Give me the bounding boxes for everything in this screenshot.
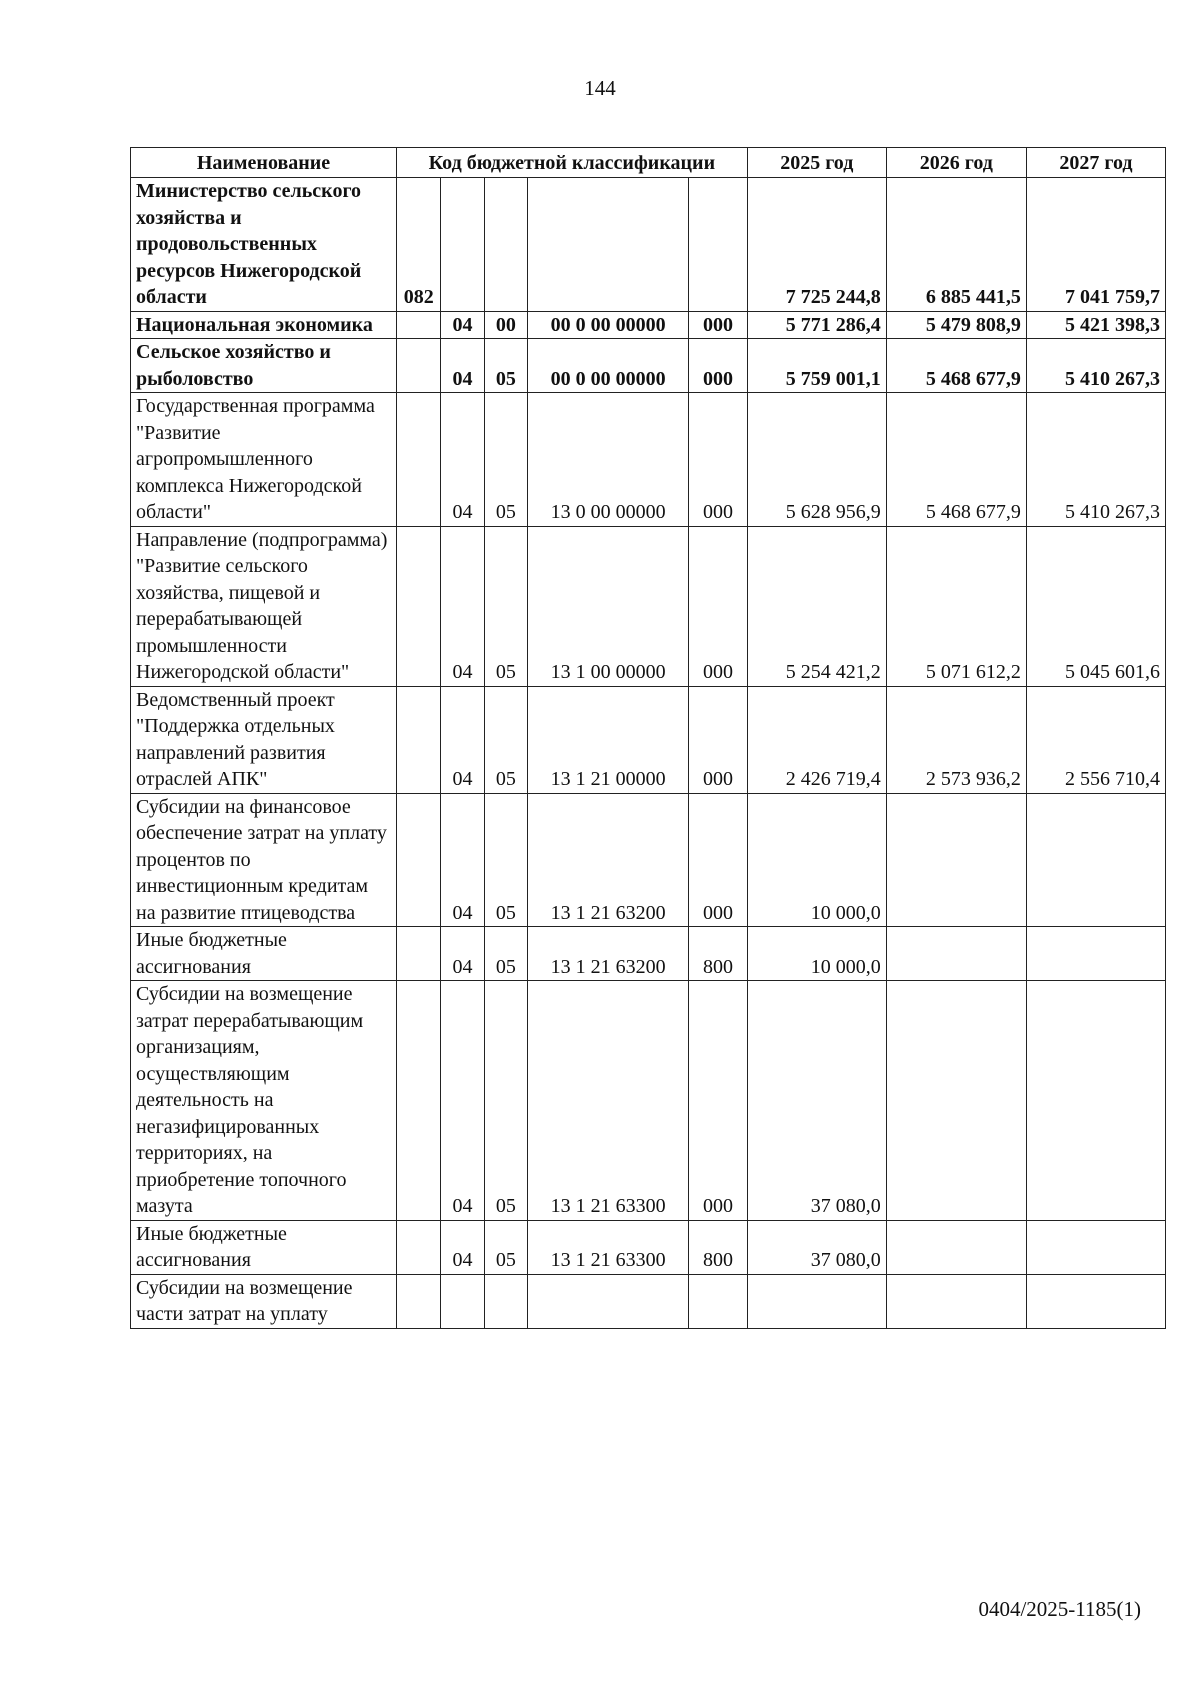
row-rz xyxy=(441,1274,484,1328)
table-row xyxy=(131,981,1166,1221)
row-name: Национальная экономика xyxy=(131,311,397,339)
row-2026: 5 468 677,9 xyxy=(886,393,1026,527)
row-pr: 05 xyxy=(484,339,527,393)
row-ved xyxy=(397,339,441,393)
row-pr: 05 xyxy=(484,981,527,1221)
header-2025: 2025 год xyxy=(747,148,886,178)
row-2026: 2 573 936,2 xyxy=(886,686,1026,793)
row-csr: 13 1 21 00000 xyxy=(528,686,689,793)
row-csr: 00 0 00 00000 xyxy=(528,311,689,339)
row-2025: 5 759 001,1 xyxy=(747,339,886,393)
row-vr: 000 xyxy=(689,526,747,686)
row-vr xyxy=(689,178,747,312)
row-pr xyxy=(484,178,527,312)
row-2025: 7 725 244,8 xyxy=(747,178,886,312)
row-name: Сельское хозяйство и рыболовство xyxy=(131,339,397,393)
row-2025: 10 000,0 xyxy=(747,793,886,927)
header-code: Код бюджетной классификации xyxy=(397,148,748,178)
row-csr: 13 1 21 63300 xyxy=(528,1220,689,1274)
row-pr xyxy=(484,1274,527,1328)
row-name: Направление (подпрограмма) "Развитие сельского хозяйства, пищевой и перерабатывающей промышленности Нижегородской области" xyxy=(131,526,397,686)
row-2026 xyxy=(886,1220,1026,1274)
row-2026: 5 071 612,2 xyxy=(886,526,1026,686)
row-csr: 13 1 21 63200 xyxy=(528,793,689,927)
table-row xyxy=(131,339,1166,393)
row-vr: 000 xyxy=(689,793,747,927)
row-csr xyxy=(528,1274,689,1328)
row-ved xyxy=(397,311,441,339)
row-vr: 000 xyxy=(689,981,747,1221)
row-rz: 04 xyxy=(441,981,484,1221)
row-2027: 5 410 267,3 xyxy=(1026,339,1165,393)
header-2027: 2027 год xyxy=(1026,148,1165,178)
row-rz xyxy=(441,178,484,312)
row-pr: 05 xyxy=(484,393,527,527)
row-ved: 082 xyxy=(397,178,441,312)
table-row xyxy=(131,927,1166,981)
row-rz: 04 xyxy=(441,526,484,686)
row-2027 xyxy=(1026,981,1165,1221)
row-ved xyxy=(397,927,441,981)
row-2026 xyxy=(886,1274,1026,1328)
row-name: Иные бюджетные ассигнования xyxy=(131,1220,397,1274)
row-rz: 04 xyxy=(441,927,484,981)
row-ved xyxy=(397,526,441,686)
row-name: Министерство сельского хозяйства и продовольственных ресурсов Нижегородской области xyxy=(131,178,397,312)
row-rz: 04 xyxy=(441,793,484,927)
row-csr: 00 0 00 00000 xyxy=(528,339,689,393)
row-csr xyxy=(528,178,689,312)
budget-table xyxy=(130,147,1166,1329)
row-rz: 04 xyxy=(441,686,484,793)
row-rz: 04 xyxy=(441,1220,484,1274)
row-2025: 37 080,0 xyxy=(747,1220,886,1274)
row-csr: 13 1 21 63300 xyxy=(528,981,689,1221)
row-csr: 13 0 00 00000 xyxy=(528,393,689,527)
row-rz: 04 xyxy=(441,393,484,527)
row-2027 xyxy=(1026,1220,1165,1274)
row-name: Иные бюджетные ассигнования xyxy=(131,927,397,981)
row-vr: 000 xyxy=(689,339,747,393)
row-2027 xyxy=(1026,927,1165,981)
page-number: 144 xyxy=(584,76,616,100)
row-rz: 04 xyxy=(441,339,484,393)
row-2025: 5 254 421,2 xyxy=(747,526,886,686)
row-2027: 7 041 759,7 xyxy=(1026,178,1165,312)
table-row xyxy=(131,793,1166,927)
row-csr: 13 1 00 00000 xyxy=(528,526,689,686)
table-row xyxy=(131,393,1166,527)
row-2027: 2 556 710,4 xyxy=(1026,686,1165,793)
row-2025: 37 080,0 xyxy=(747,981,886,1221)
row-2025: 10 000,0 xyxy=(747,927,886,981)
row-2027: 5 410 267,3 xyxy=(1026,393,1165,527)
row-csr: 13 1 21 63200 xyxy=(528,927,689,981)
table-row xyxy=(131,526,1166,686)
row-2025: 2 426 719,4 xyxy=(747,686,886,793)
row-name: Ведомственный проект "Поддержка отдельных направлений развития отраслей АПК" xyxy=(131,686,397,793)
row-2026: 5 479 808,9 xyxy=(886,311,1026,339)
row-2026 xyxy=(886,793,1026,927)
row-2026 xyxy=(886,927,1026,981)
row-rz: 04 xyxy=(441,311,484,339)
row-vr xyxy=(689,1274,747,1328)
row-2026: 6 885 441,5 xyxy=(886,178,1026,312)
row-2026: 5 468 677,9 xyxy=(886,339,1026,393)
row-vr: 800 xyxy=(689,927,747,981)
row-name: Субсидии на возмещение затрат перерабатывающим организациям, осуществляющим деятельность на негазифицированных территориях, на приобретение топочного мазута xyxy=(131,981,397,1221)
table-row xyxy=(131,178,1166,312)
row-name: Государственная программа "Развитие агропромышленного комплекса Нижегородской области" xyxy=(131,393,397,527)
row-pr: 05 xyxy=(484,526,527,686)
table-row xyxy=(131,311,1166,339)
row-ved xyxy=(397,981,441,1221)
row-vr: 000 xyxy=(689,686,747,793)
table-row xyxy=(131,686,1166,793)
header-name: Наименование xyxy=(131,148,397,178)
row-pr: 00 xyxy=(484,311,527,339)
row-ved xyxy=(397,1274,441,1328)
row-pr: 05 xyxy=(484,793,527,927)
table-row xyxy=(131,1220,1166,1274)
row-2027 xyxy=(1026,793,1165,927)
row-2027: 5 421 398,3 xyxy=(1026,311,1165,339)
row-ved xyxy=(397,393,441,527)
row-pr: 05 xyxy=(484,1220,527,1274)
row-2026 xyxy=(886,981,1026,1221)
document-code: 0404/2025-1185(1) xyxy=(978,1597,1141,1621)
row-pr: 05 xyxy=(484,927,527,981)
row-ved xyxy=(397,793,441,927)
row-vr: 800 xyxy=(689,1220,747,1274)
row-2025: 5 628 956,9 xyxy=(747,393,886,527)
row-name: Субсидии на финансовое обеспечение затрат на уплату процентов по инвестиционным кредитам на развитие птицеводства xyxy=(131,793,397,927)
row-2025: 5 771 286,4 xyxy=(747,311,886,339)
row-2027 xyxy=(1026,1274,1165,1328)
row-name: Субсидии на возмещение части затрат на уплату xyxy=(131,1274,397,1328)
row-vr: 000 xyxy=(689,393,747,527)
row-pr: 05 xyxy=(484,686,527,793)
table-row xyxy=(131,1274,1166,1328)
row-ved xyxy=(397,1220,441,1274)
row-2027: 5 045 601,6 xyxy=(1026,526,1165,686)
row-2025 xyxy=(747,1274,886,1328)
table-header-row xyxy=(131,148,1166,178)
row-vr: 000 xyxy=(689,311,747,339)
row-ved xyxy=(397,686,441,793)
header-2026: 2026 год xyxy=(886,148,1026,178)
